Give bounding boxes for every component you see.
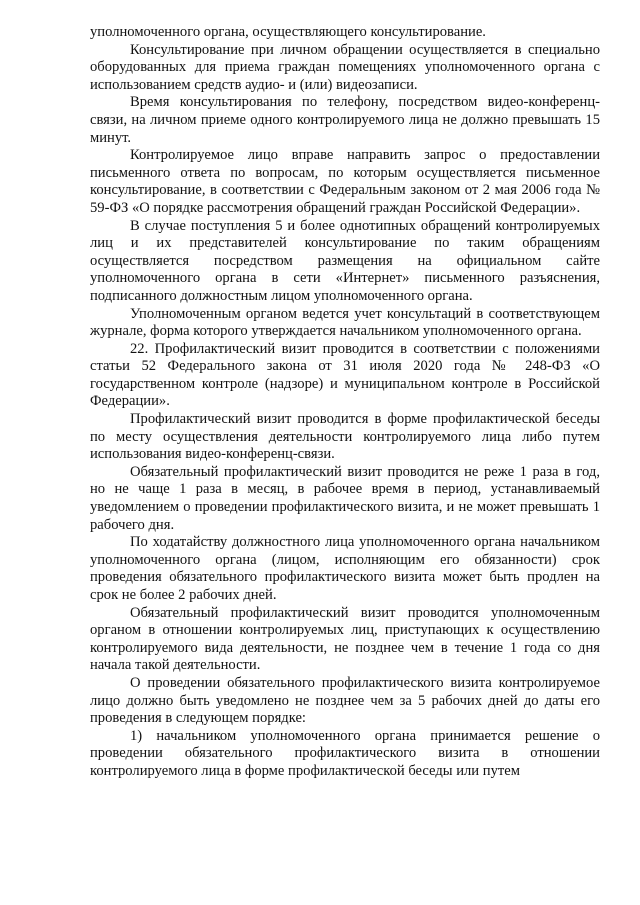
- paragraph-1: уполномоченного органа, осуществляющего консультирование.: [90, 24, 486, 40]
- paragraph-9: Обязательный профилактический визит проводится не реже 1 раза в год, но не чаще 1 раза в месяц, в рабочее время в период, устанавливаемый уведомлением о проведении профилактического визита, и не может превышать 1 рабочего дня.: [90, 463, 600, 533]
- paragraph-8: Профилактический визит проводится в форме профилактической беседы по месту осуществления деятельности контролируемого лица либо путем использования видео-конференц-связи.: [90, 411, 600, 463]
- paragraph-4: Контролируемое лицо вправе направить запрос о предоставлении письменного ответа по вопросам, по которым осуществляется письменное консультирование, в соответствии с Федеральным законом от 2 мая 2006 года № 59-ФЗ «О порядке рассмотрения обращений граждан Российской Федерации».: [90, 147, 600, 216]
- paragraph-11: Обязательный профилактический визит проводится уполномоченным органом в отношении контролируемых лиц, приступающих к осуществлению контролируемого вида деятельности, не позднее чем в течение 1 года со дня начала такой деятельности.: [90, 604, 600, 674]
- paragraph-2: Консультирование при личном обращении осуществляется в специально оборудованных для приема граждан помещениях уполномоченного органа с использованием средств аудио- и (или) видеозаписи.: [90, 41, 600, 93]
- paragraph-5: В случае поступления 5 и более однотипных обращений контролируемых лиц и их представителей консультирование по таким обращениям осуществляется посредством размещения на официальном сайте уполномоченного органа в сети «Интернет» письменного разъяснения, подписанного должностным лицом уполномоченного органа.: [90, 217, 600, 304]
- paragraph-7: 22. Профилактический визит проводится в соответствии с положениями статьи 52 Федерального закона от 31 июля 2020 года № 248-ФЗ «О государственном контроле (надзоре) и муниципальном контроле в Российской Федерации».: [90, 340, 600, 410]
- paragraph-12: О проведении обязательного профилактического визита контролируемое лицо должно быть уведомлено не позднее чем за 5 рабочих дней до даты его проведения в следующем порядке:: [90, 674, 600, 727]
- document-page: [90, 24, 600, 781]
- paragraph-3: Время консультирования по телефону, посредством видео-конференц-связи, на личном приеме одного контролируемого лица не должно превышать 15 минут.: [90, 94, 600, 146]
- paragraph-6: Уполномоченным органом ведется учет консультаций в соответствующем журнале, форма которого утверждается начальником уполномоченного органа.: [90, 305, 600, 340]
- paragraph-13: 1) начальником уполномоченного органа принимается решение о проведении обязательного профилактического визита в отношении контролируемого лица в форме профилактической беседы или путем: [90, 727, 600, 779]
- paragraph-10: По ходатайству должностного лица уполномоченного органа начальником уполномоченного органа (лицом, исполняющим его обязанности) срок проведения обязательного профилактического визита может быть продлен на срок не более 2 рабочих дней.: [90, 534, 600, 603]
